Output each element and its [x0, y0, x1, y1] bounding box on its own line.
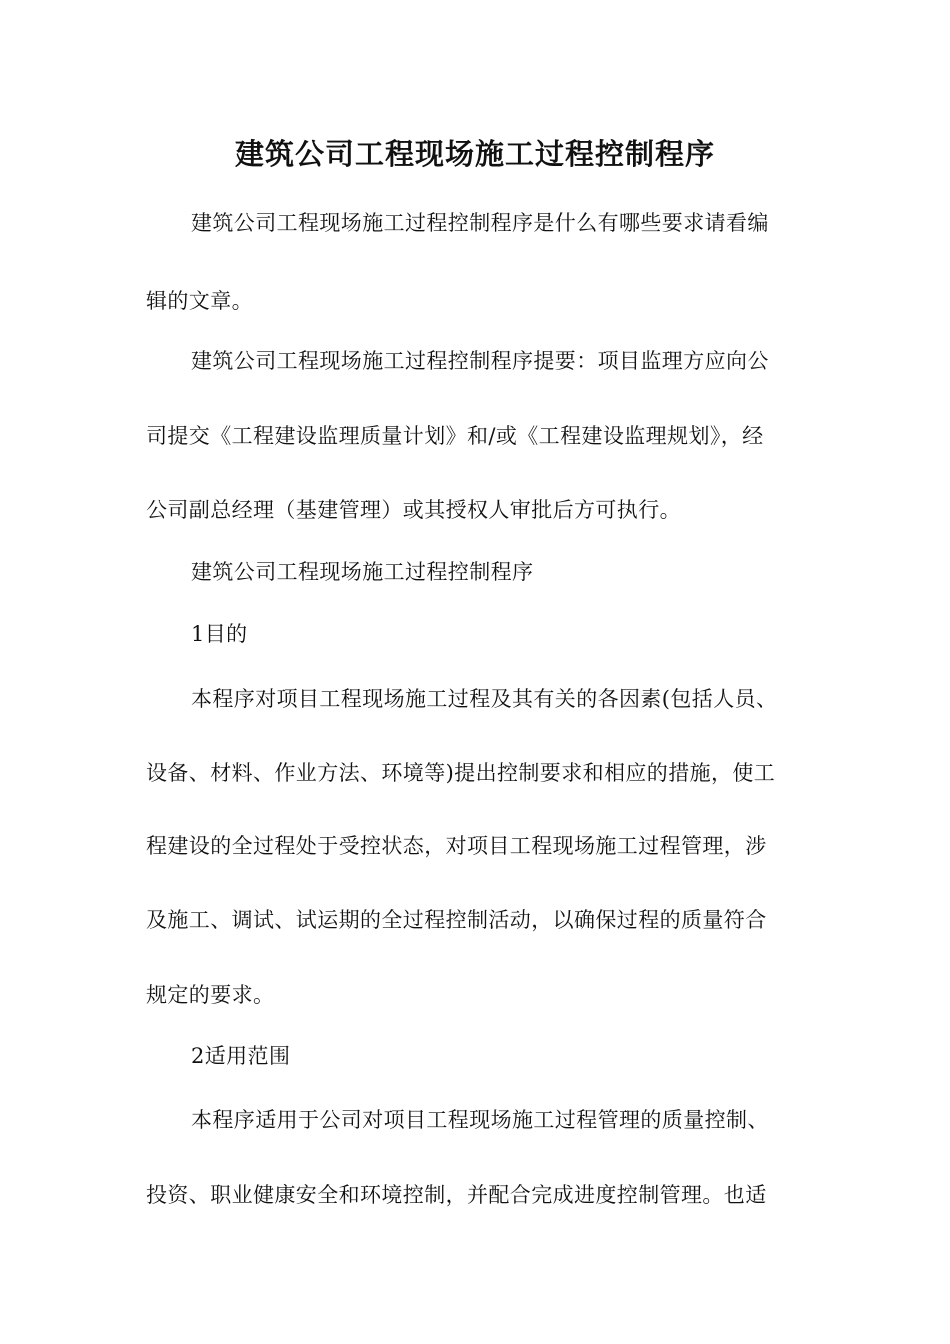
paragraph-summary-line-2: 司提交《工程建设监理质量计划》和/或《工程建设监理规划》，经 [146, 424, 764, 448]
section-2-heading: 2适用范围 [191, 1044, 291, 1068]
section-1-paragraph-line-3: 程建设的全过程处于受控状态，对项目工程现场施工过程管理，涉 [146, 834, 767, 858]
section-1-heading: 1目的 [191, 622, 248, 646]
paragraph-summary-line-3: 公司副总经理（基建管理）或其授权人审批后方可执行。 [146, 498, 681, 522]
section-2-paragraph-line-1: 本程序适用于公司对项目工程现场施工过程管理的质量控制、 [191, 1108, 769, 1132]
section-1-paragraph-line-4: 及施工、调试、试运期的全过程控制活动，以确保过程的质量符合 [146, 908, 767, 932]
paragraph-summary-line-1: 建筑公司工程现场施工过程控制程序提要：项目监理方应向公 [191, 349, 769, 373]
section-1-paragraph-line-1: 本程序对项目工程现场施工过程及其有关的各因素(包括人员、 [191, 687, 778, 711]
section-1-paragraph-line-2: 设备、材料、作业方法、环境等)提出控制要求和相应的措施，使工 [146, 761, 776, 785]
section-1-paragraph-line-5: 规定的要求。 [146, 983, 275, 1007]
section-2-paragraph-line-2: 投资、职业健康安全和环境控制，并配合完成进度控制管理。也适 [146, 1183, 767, 1207]
section-heading: 建筑公司工程现场施工过程控制程序 [191, 560, 534, 584]
paragraph-intro-line-1: 建筑公司工程现场施工过程控制程序是什么有哪些要求请看编 [191, 211, 769, 235]
paragraph-intro-line-2: 辑的文章。 [146, 289, 253, 313]
document-title: 建筑公司工程现场施工过程控制程序 [234, 137, 715, 171]
